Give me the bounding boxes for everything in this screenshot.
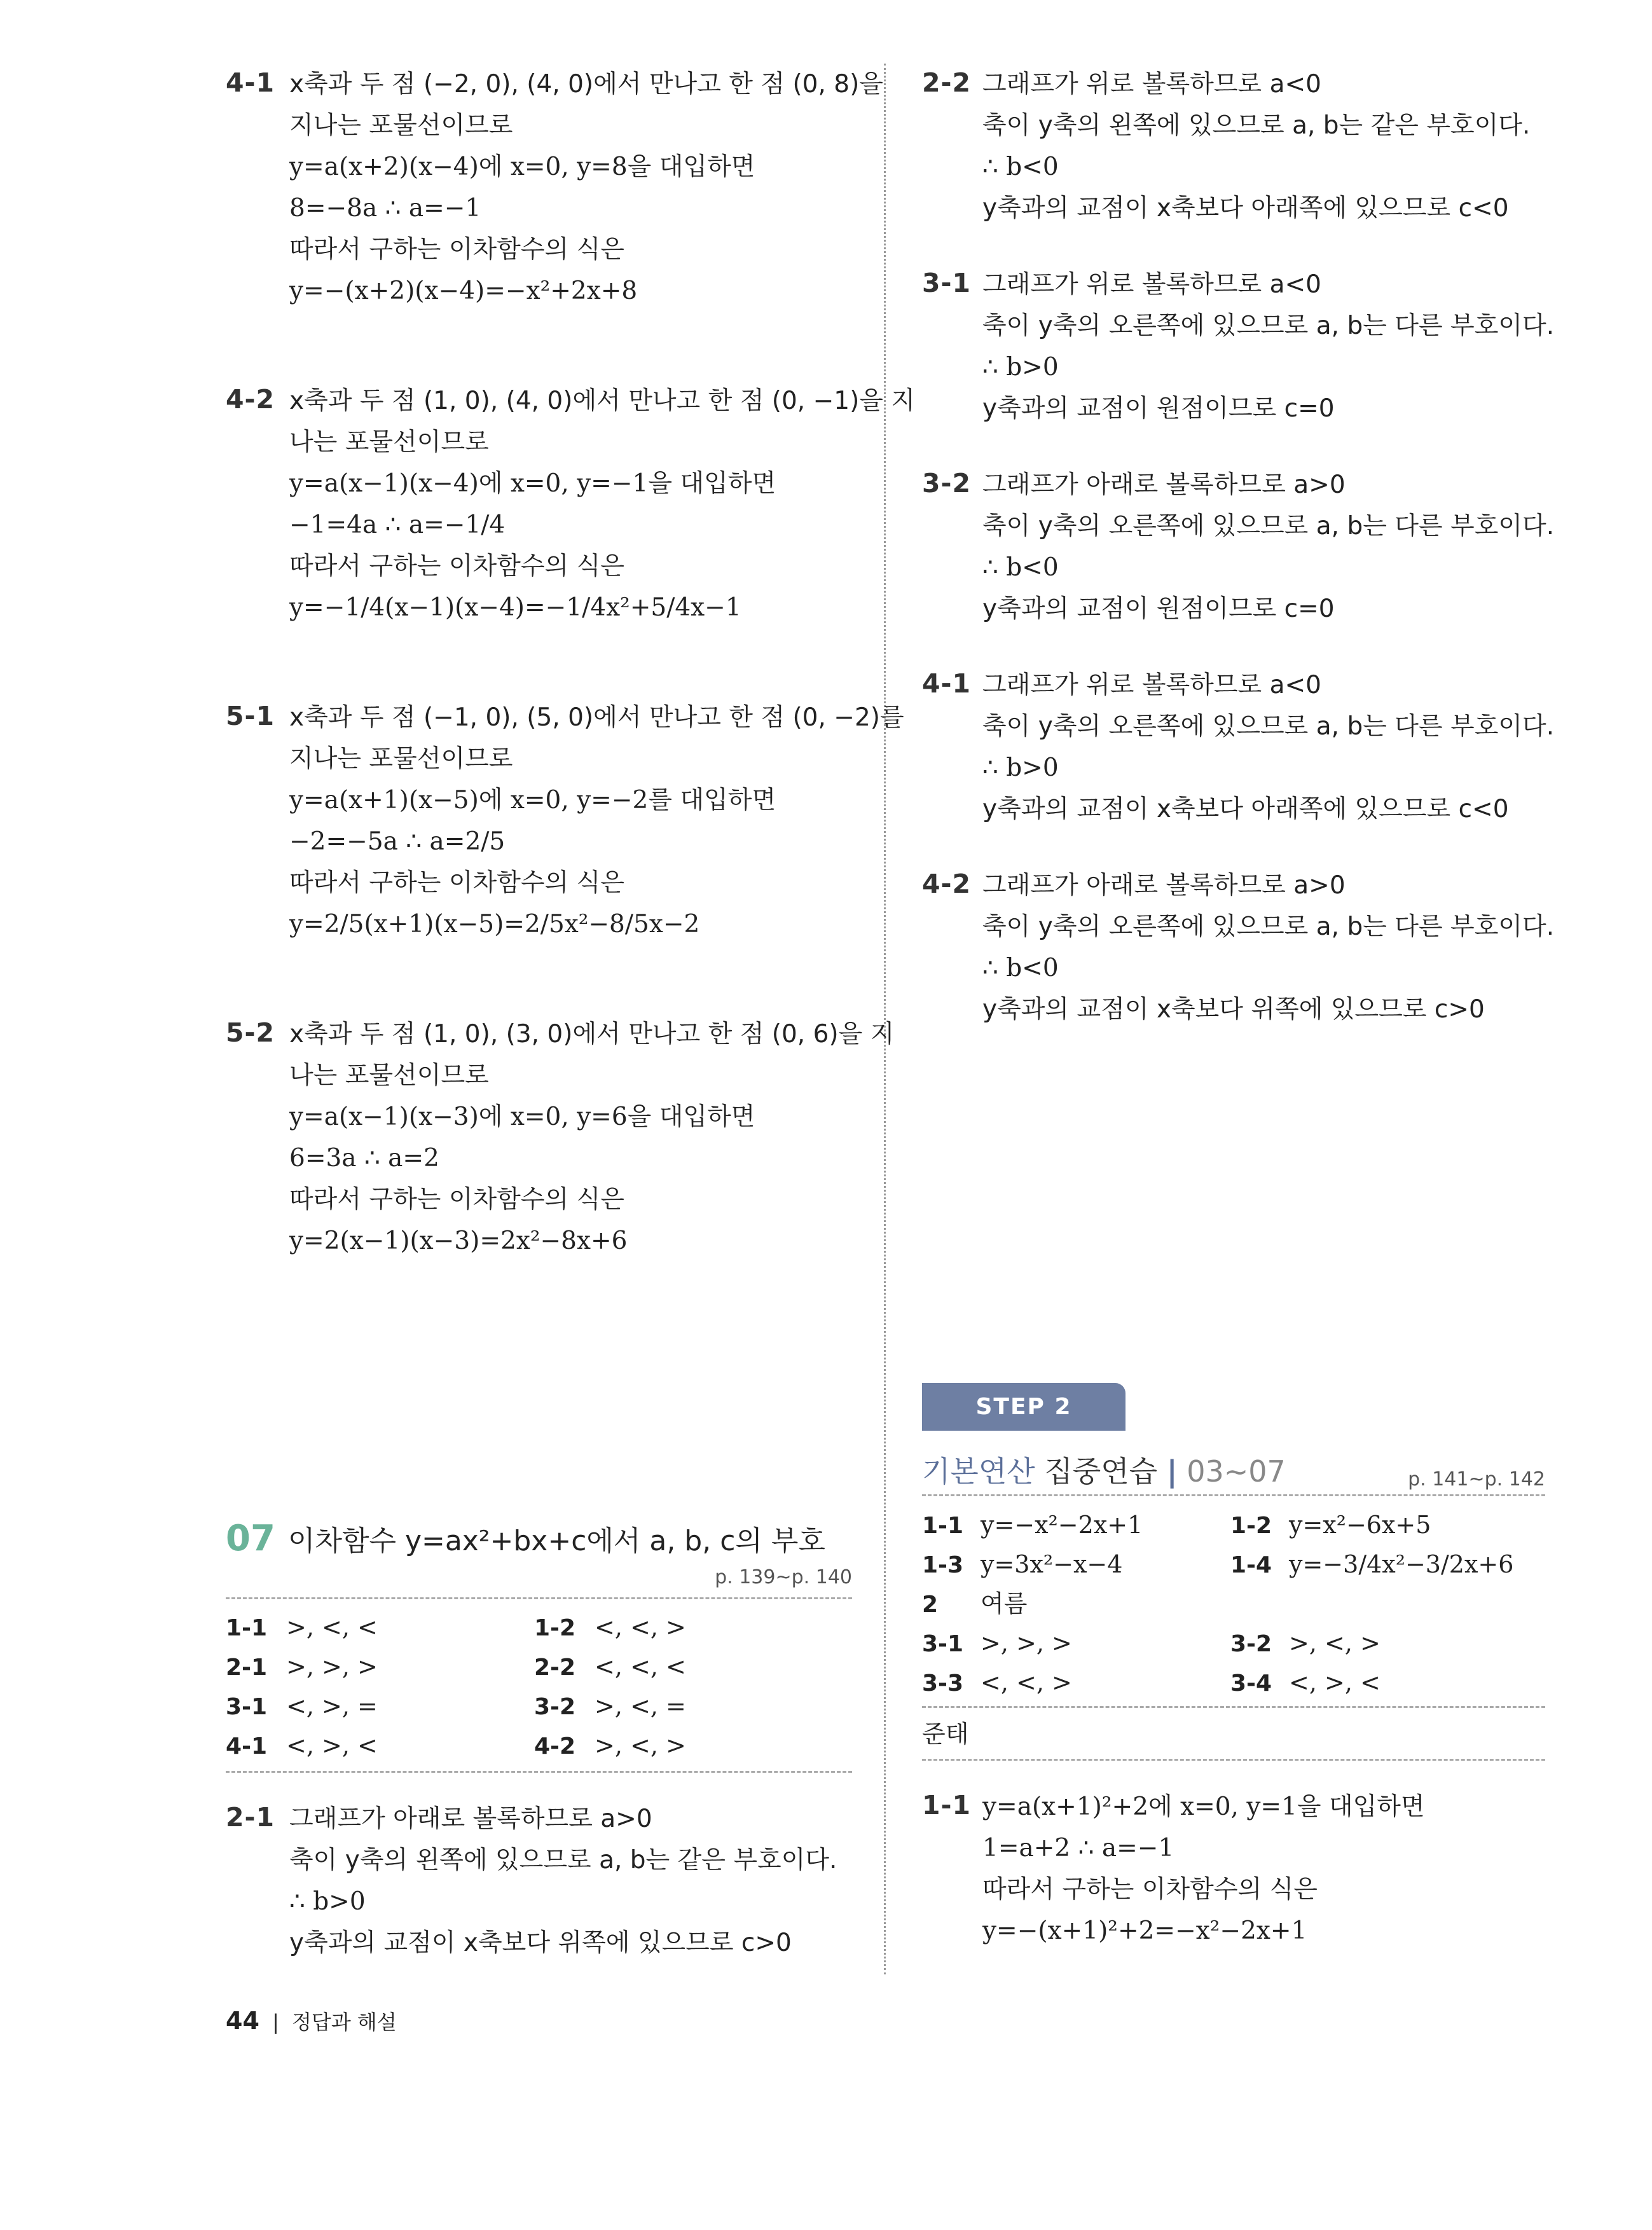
solution-block-3-1 [922, 264, 1555, 429]
answer-item: 2-2 <, <, < [534, 1653, 686, 1681]
solution-line: y축과의 교점이 x축보다 위쪽에 있으므로 c>0 [982, 995, 1485, 1024]
problem-number: 1-1 [922, 1790, 972, 1820]
solution-line: 8=−8a ∴ a=−1 [289, 194, 481, 223]
solution-line: y축과의 교점이 x축보다 아래쪽에 있으므로 c<0 [982, 194, 1509, 223]
solution-block-4-1-right [922, 664, 1555, 830]
problem-number: 4-1 [226, 67, 275, 98]
solution-line: 축이 y축의 오른쪽에 있으므로 a, b는 다른 부호이다. [982, 512, 1555, 540]
left-column [226, 64, 916, 1330]
solution-line: ∴ b>0 [289, 1887, 366, 1916]
solution-line: y축과의 교점이 x축보다 위쪽에 있으므로 c>0 [289, 1929, 792, 1957]
solution-line: 그래프가 아래로 볼록하므로 a>0 [982, 871, 1346, 900]
solution-line: y=a(x+2)(x−4)에 x=0, y=8을 대입하면 [289, 153, 755, 181]
problem-number: 3-1 [922, 268, 972, 298]
solution-line: 나는 포물선이므로 [289, 1061, 489, 1090]
solution-block-5-2 [226, 1014, 895, 1262]
solution-line: 축이 y축의 오른쪽에 있으므로 a, b는 다른 부호이다. [982, 312, 1555, 340]
solution-line: −2=−5a ∴ a=2/5 [289, 827, 506, 856]
solution-line: 그래프가 위로 볼록하므로 a<0 [982, 70, 1321, 99]
solution-line: ∴ b<0 [982, 153, 1059, 181]
problem-number: 2-1 [226, 1802, 275, 1833]
answer-item: 1-1 y=−x²−2x+1 [922, 1511, 1143, 1539]
solution-line: y=a(x+1)(x−5)에 x=0, y=−2를 대입하면 [289, 786, 776, 815]
solution-line: ∴ b>0 [982, 754, 1059, 782]
solution-line: 축이 y축의 오른쪽에 있으므로 a, b는 다른 부호이다. [982, 912, 1555, 941]
solution-line: 축이 y축의 왼쪽에 있으므로 a, b는 같은 부호이다. [289, 1846, 837, 1875]
solution-line: x축과 두 점 (1, 0), (3, 0)에서 만나고 한 점 (0, 6)을 지 [289, 1020, 895, 1049]
dashed-divider [922, 1706, 1545, 1708]
answer-item: 3-2 >, <, = [534, 1692, 686, 1720]
page-number: 44 [226, 2007, 259, 2035]
answer-item: 1-2 y=x²−6x+5 [1230, 1511, 1431, 1539]
solution-block-4-2 [226, 380, 916, 628]
solution-line: x축과 두 점 (−2, 0), (4, 0)에서 만나고 한 점 (0, 8)을 [289, 70, 883, 99]
solution-line: y축과의 교점이 원점이므로 c=0 [982, 595, 1335, 623]
answer-item: 4-2 >, <, > [534, 1731, 686, 1759]
column-divider [884, 64, 886, 1974]
answer-item: 1-3 y=3x²−x−4 [922, 1550, 1123, 1578]
solution-line: x축과 두 점 (−1, 0), (5, 0)에서 만나고 한 점 (0, −2)를 [289, 703, 904, 732]
solution-line: 6=3a ∴ a=2 [289, 1144, 439, 1173]
solution-line: 그래프가 아래로 볼록하므로 a>0 [982, 471, 1346, 499]
solution-line: x축과 두 점 (1, 0), (4, 0)에서 만나고 한 점 (0, −1)을 지 [289, 387, 916, 415]
answer-item: 2 여름 [922, 1590, 1028, 1618]
solution-line: ∴ b<0 [982, 954, 1059, 982]
answer-item: 3-1 >, >, > [922, 1629, 1072, 1657]
problem-number: 4-2 [226, 384, 275, 415]
solution-line: 나는 포물선이므로 [289, 428, 489, 457]
step2-answers [922, 1496, 1545, 1706]
solution-line: y축과의 교점이 x축보다 아래쪽에 있으므로 c<0 [982, 795, 1509, 823]
solution-block-4-1 [226, 64, 883, 312]
answer-word: 준태 [922, 1720, 969, 1748]
solution-block-1-1 [922, 1786, 1545, 1951]
answer-item: 1-1 >, <, < [226, 1613, 378, 1641]
problem-number: 3-2 [922, 468, 972, 499]
right-column [922, 64, 1555, 1065]
solution-line: 그래프가 위로 볼록하므로 a<0 [982, 270, 1321, 299]
page-range: p. 139~p. 140 [715, 1566, 852, 1588]
answer-item: 3-1 <, >, = [226, 1692, 378, 1720]
solution-block-2-2 [922, 64, 1545, 229]
step2-section [922, 1383, 1545, 2020]
solution-block-2-1 [226, 1798, 852, 1964]
solution-line: y축과의 교점이 원점이므로 c=0 [982, 394, 1335, 423]
problem-number: 2-2 [922, 67, 972, 98]
solution-line: y=a(x+1)²+2에 x=0, y=1을 대입하면 [982, 1793, 1425, 1821]
answer-item: 3-3 <, <, > [922, 1669, 1072, 1697]
section-07 [226, 1517, 852, 2032]
solution-block-4-2-right [922, 865, 1555, 1030]
solution-line: y=a(x−1)(x−3)에 x=0, y=6을 대입하면 [289, 1103, 755, 1131]
solution-line: −1=4a ∴ a=−1/4 [289, 511, 506, 539]
section-number: 07 [226, 1518, 275, 1559]
step-badge: STEP 2 [922, 1383, 1125, 1431]
solution-block-5-1 [226, 697, 904, 945]
step2-title-row [922, 1449, 1545, 1494]
solution-line: 따라서 구하는 이차함수의 식은 [289, 235, 624, 264]
solution-line: y=−(x+2)(x−4)=−x²+2x+8 [289, 277, 638, 305]
solution-line: 지나는 포물선이므로 [289, 111, 513, 140]
solution-line: 따라서 구하는 이차함수의 식은 [289, 1185, 624, 1214]
problem-number: 5-2 [226, 1017, 275, 1048]
solution-line: y=−1/4(x−1)(x−4)=−1/4x²+5/4x−1 [289, 593, 741, 622]
solution-line: 그래프가 위로 볼록하므로 a<0 [982, 671, 1321, 699]
answer-item: 3-4 <, >, < [1230, 1669, 1380, 1697]
solution-line: y=2(x−1)(x−3)=2x²−8x+6 [289, 1227, 628, 1255]
section-title-text: 이차함수 y=ax²+bx+c에서 a, b, c의 부호 [287, 1525, 825, 1557]
solution-block-3-2 [922, 464, 1555, 630]
solution-line: y=−(x+1)²+2=−x²−2x+1 [982, 1917, 1307, 1945]
answer-item: 1-2 <, <, > [534, 1613, 686, 1641]
dashed-divider [226, 1771, 852, 1773]
solution-line: y=a(x−1)(x−4)에 x=0, y=−1을 대입하면 [289, 469, 776, 498]
solution-line: 따라서 구하는 이차함수의 식은 [289, 552, 624, 581]
solution-line: 축이 y축의 오른쪽에 있으므로 a, b는 다른 부호이다. [982, 712, 1555, 741]
problem-number: 4-1 [922, 668, 972, 699]
answer-item: 3-2 >, <, > [1230, 1629, 1380, 1657]
answer-item: 1-4 y=−3/4x²−3/2x+6 [1230, 1550, 1514, 1578]
page-range: p. 141~p. 142 [1408, 1468, 1545, 1490]
solution-line: 축이 y축의 왼쪽에 있으므로 a, b는 같은 부호이다. [982, 111, 1531, 140]
section-title [226, 1517, 852, 1564]
solution-line: 따라서 구하는 이차함수의 식은 [982, 1875, 1318, 1904]
solution-line: y=2/5(x+1)(x−5)=2/5x²−8/5x−2 [289, 910, 700, 939]
solution-line: ∴ b<0 [982, 553, 1059, 582]
solution-line: 그래프가 아래로 볼록하므로 a>0 [289, 1805, 652, 1833]
footer-label: 정답과 해설 [292, 2010, 397, 2034]
solution-line: 지나는 포물선이므로 [289, 745, 513, 773]
page-footer: 44 | 정답과 해설 [226, 2007, 397, 2035]
problem-number: 5-1 [226, 701, 275, 731]
step2-title: 기본연산 집중연습 | 03~07 [922, 1454, 1286, 1489]
dashed-divider [922, 1759, 1545, 1761]
answer-item: 4-1 <, >, < [226, 1731, 378, 1759]
solution-line: 1=a+2 ∴ a=−1 [982, 1834, 1174, 1862]
solution-line: ∴ b>0 [982, 353, 1059, 382]
problem-number: 4-2 [922, 869, 972, 899]
answer-item: 2-1 >, >, > [226, 1653, 378, 1681]
solution-line: 따라서 구하는 이차함수의 식은 [289, 869, 624, 897]
answer-grid [226, 1599, 852, 1771]
